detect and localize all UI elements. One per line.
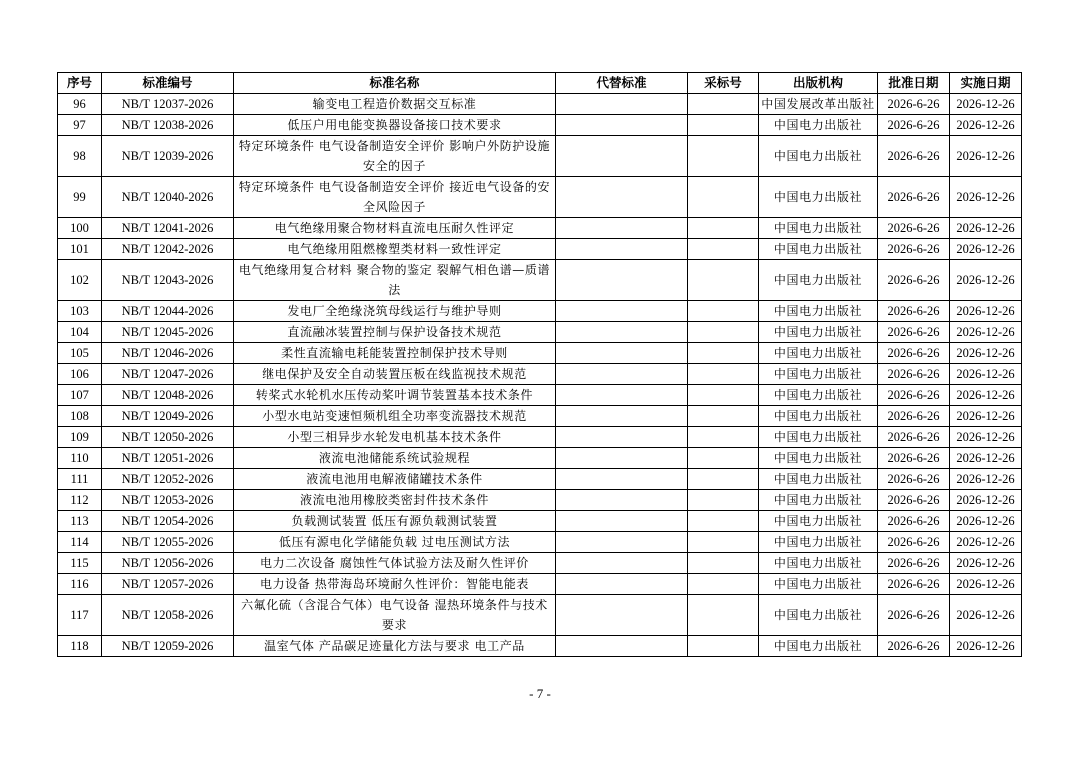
table-row — [58, 636, 1022, 657]
cell-effective-date: 2026-12-26 — [950, 218, 1022, 239]
cell-approval-date: 2026-6-26 — [878, 343, 950, 364]
cell-effective-date: 2026-12-26 — [950, 260, 1022, 301]
cell-effective-date: 2026-12-26 — [950, 490, 1022, 511]
cell-approval-date: 2026-6-26 — [878, 301, 950, 322]
cell-adoption-no — [688, 490, 759, 511]
cell-adoption-no — [688, 448, 759, 469]
cell-standard-name: 液流电池用电解液储罐技术条件 — [234, 469, 556, 490]
cell-adoption-no — [688, 239, 759, 260]
cell-replaces — [556, 94, 688, 115]
cell-effective-date: 2026-12-26 — [950, 115, 1022, 136]
cell-replaces — [556, 490, 688, 511]
header-serial: 序号 — [58, 73, 102, 94]
cell-adoption-no — [688, 301, 759, 322]
cell-effective-date: 2026-12-26 — [950, 553, 1022, 574]
cell-serial: 105 — [58, 343, 102, 364]
cell-serial: 97 — [58, 115, 102, 136]
cell-effective-date: 2026-12-26 — [950, 448, 1022, 469]
cell-serial: 115 — [58, 553, 102, 574]
cell-publisher: 中国电力出版社 — [759, 343, 878, 364]
cell-approval-date: 2026-6-26 — [878, 322, 950, 343]
cell-serial: 111 — [58, 469, 102, 490]
cell-replaces — [556, 385, 688, 406]
cell-replaces — [556, 260, 688, 301]
cell-publisher: 中国电力出版社 — [759, 574, 878, 595]
cell-publisher: 中国电力出版社 — [759, 115, 878, 136]
cell-replaces — [556, 177, 688, 218]
cell-serial: 108 — [58, 406, 102, 427]
cell-standard-name: 六氟化硫（含混合气体）电气设备 湿热环境条件与技术要求 — [234, 595, 556, 636]
cell-adoption-no — [688, 94, 759, 115]
cell-standard-code: NB/T 12052-2026 — [102, 469, 234, 490]
cell-serial: 112 — [58, 490, 102, 511]
cell-publisher: 中国电力出版社 — [759, 364, 878, 385]
table-row — [58, 301, 1022, 322]
cell-serial: 106 — [58, 364, 102, 385]
cell-standard-code: NB/T 12048-2026 — [102, 385, 234, 406]
cell-publisher: 中国电力出版社 — [759, 385, 878, 406]
header-standard-name: 标准名称 — [234, 73, 556, 94]
cell-effective-date: 2026-12-26 — [950, 469, 1022, 490]
cell-publisher: 中国电力出版社 — [759, 239, 878, 260]
header-adoption-no: 采标号 — [688, 73, 759, 94]
cell-standard-code: NB/T 12053-2026 — [102, 490, 234, 511]
cell-serial: 99 — [58, 177, 102, 218]
header-publisher: 出版机构 — [759, 73, 878, 94]
cell-adoption-no — [688, 322, 759, 343]
cell-replaces — [556, 511, 688, 532]
cell-publisher: 中国电力出版社 — [759, 469, 878, 490]
cell-standard-name: 液流电池储能系统试验规程 — [234, 448, 556, 469]
cell-approval-date: 2026-6-26 — [878, 511, 950, 532]
header-effective-date: 实施日期 — [950, 73, 1022, 94]
cell-effective-date: 2026-12-26 — [950, 427, 1022, 448]
cell-adoption-no — [688, 427, 759, 448]
cell-standard-code: NB/T 12046-2026 — [102, 343, 234, 364]
table-row — [58, 218, 1022, 239]
cell-adoption-no — [688, 595, 759, 636]
cell-standard-name: 直流融冰装置控制与保护设备技术规范 — [234, 322, 556, 343]
cell-standard-code: NB/T 12049-2026 — [102, 406, 234, 427]
cell-effective-date: 2026-12-26 — [950, 406, 1022, 427]
cell-approval-date: 2026-6-26 — [878, 136, 950, 177]
cell-adoption-no — [688, 553, 759, 574]
cell-approval-date: 2026-6-26 — [878, 364, 950, 385]
cell-standard-name: 继电保护及安全自动装置压板在线监视技术规范 — [234, 364, 556, 385]
cell-standard-code: NB/T 12037-2026 — [102, 94, 234, 115]
cell-replaces — [556, 406, 688, 427]
cell-standard-code: NB/T 12044-2026 — [102, 301, 234, 322]
cell-replaces — [556, 115, 688, 136]
cell-replaces — [556, 574, 688, 595]
cell-serial: 109 — [58, 427, 102, 448]
cell-standard-code: NB/T 12051-2026 — [102, 448, 234, 469]
cell-effective-date: 2026-12-26 — [950, 574, 1022, 595]
cell-standard-code: NB/T 12059-2026 — [102, 636, 234, 657]
cell-serial: 96 — [58, 94, 102, 115]
table-row — [58, 595, 1022, 636]
table-row — [58, 322, 1022, 343]
cell-adoption-no — [688, 218, 759, 239]
cell-approval-date: 2026-6-26 — [878, 574, 950, 595]
cell-serial: 102 — [58, 260, 102, 301]
cell-serial: 114 — [58, 532, 102, 553]
table-row — [58, 115, 1022, 136]
table-row — [58, 343, 1022, 364]
cell-replaces — [556, 469, 688, 490]
table-row — [58, 490, 1022, 511]
cell-adoption-no — [688, 636, 759, 657]
cell-adoption-no — [688, 469, 759, 490]
table-row — [58, 574, 1022, 595]
cell-effective-date: 2026-12-26 — [950, 636, 1022, 657]
cell-effective-date: 2026-12-26 — [950, 511, 1022, 532]
cell-standard-code: NB/T 12050-2026 — [102, 427, 234, 448]
cell-replaces — [556, 427, 688, 448]
table-row — [58, 239, 1022, 260]
standards-table — [57, 72, 1022, 657]
cell-publisher: 中国电力出版社 — [759, 427, 878, 448]
table-row — [58, 385, 1022, 406]
cell-serial: 103 — [58, 301, 102, 322]
cell-replaces — [556, 322, 688, 343]
cell-approval-date: 2026-6-26 — [878, 260, 950, 301]
cell-publisher: 中国电力出版社 — [759, 595, 878, 636]
cell-effective-date: 2026-12-26 — [950, 239, 1022, 260]
cell-serial: 104 — [58, 322, 102, 343]
cell-standard-code: NB/T 12038-2026 — [102, 115, 234, 136]
cell-adoption-no — [688, 385, 759, 406]
cell-replaces — [556, 532, 688, 553]
cell-standard-code: NB/T 12054-2026 — [102, 511, 234, 532]
cell-standard-name: 小型水电站变速恒频机组全功率变流器技术规范 — [234, 406, 556, 427]
cell-approval-date: 2026-6-26 — [878, 218, 950, 239]
cell-standard-name: 液流电池用橡胶类密封件技术条件 — [234, 490, 556, 511]
cell-approval-date: 2026-6-26 — [878, 177, 950, 218]
cell-effective-date: 2026-12-26 — [950, 322, 1022, 343]
cell-standard-code: NB/T 12043-2026 — [102, 260, 234, 301]
cell-publisher: 中国电力出版社 — [759, 301, 878, 322]
table-row — [58, 406, 1022, 427]
cell-effective-date: 2026-12-26 — [950, 301, 1022, 322]
cell-replaces — [556, 218, 688, 239]
cell-replaces — [556, 301, 688, 322]
cell-approval-date: 2026-6-26 — [878, 490, 950, 511]
cell-adoption-no — [688, 260, 759, 301]
cell-replaces — [556, 239, 688, 260]
cell-standard-code: NB/T 12045-2026 — [102, 322, 234, 343]
cell-approval-date: 2026-6-26 — [878, 94, 950, 115]
header-replaces: 代替标准 — [556, 73, 688, 94]
cell-publisher: 中国电力出版社 — [759, 553, 878, 574]
cell-adoption-no — [688, 343, 759, 364]
table-row — [58, 136, 1022, 177]
cell-adoption-no — [688, 364, 759, 385]
table-row — [58, 553, 1022, 574]
cell-standard-name: 小型三相异步水轮发电机基本技术条件 — [234, 427, 556, 448]
cell-standard-name: 负载测试装置 低压有源负载测试装置 — [234, 511, 556, 532]
cell-standard-name: 柔性直流输电耗能装置控制保护技术导则 — [234, 343, 556, 364]
table-row — [58, 427, 1022, 448]
cell-standard-name: 温室气体 产品碳足迹量化方法与要求 电工产品 — [234, 636, 556, 657]
cell-approval-date: 2026-6-26 — [878, 553, 950, 574]
cell-replaces — [556, 553, 688, 574]
cell-effective-date: 2026-12-26 — [950, 94, 1022, 115]
cell-standard-name: 电气绝缘用复合材料 聚合物的鉴定 裂解气相色谱—质谱法 — [234, 260, 556, 301]
cell-replaces — [556, 636, 688, 657]
table-row — [58, 364, 1022, 385]
table-header-row — [58, 73, 1022, 94]
cell-publisher: 中国电力出版社 — [759, 260, 878, 301]
cell-approval-date: 2026-6-26 — [878, 406, 950, 427]
cell-effective-date: 2026-12-26 — [950, 364, 1022, 385]
cell-adoption-no — [688, 177, 759, 218]
cell-effective-date: 2026-12-26 — [950, 595, 1022, 636]
cell-standard-code: NB/T 12056-2026 — [102, 553, 234, 574]
cell-replaces — [556, 595, 688, 636]
cell-approval-date: 2026-6-26 — [878, 448, 950, 469]
cell-publisher: 中国发展改革出版社 — [759, 94, 878, 115]
cell-standard-code: NB/T 12058-2026 — [102, 595, 234, 636]
cell-serial: 110 — [58, 448, 102, 469]
cell-publisher: 中国电力出版社 — [759, 448, 878, 469]
cell-replaces — [556, 448, 688, 469]
cell-publisher: 中国电力出版社 — [759, 218, 878, 239]
table-row — [58, 260, 1022, 301]
cell-publisher: 中国电力出版社 — [759, 636, 878, 657]
cell-serial: 100 — [58, 218, 102, 239]
cell-adoption-no — [688, 115, 759, 136]
cell-standard-name: 输变电工程造价数据交互标准 — [234, 94, 556, 115]
cell-serial: 117 — [58, 595, 102, 636]
cell-standard-name: 电力二次设备 腐蚀性气体试验方法及耐久性评价 — [234, 553, 556, 574]
table-row — [58, 177, 1022, 218]
cell-adoption-no — [688, 511, 759, 532]
cell-serial: 107 — [58, 385, 102, 406]
cell-approval-date: 2026-6-26 — [878, 636, 950, 657]
cell-standard-code: NB/T 12040-2026 — [102, 177, 234, 218]
cell-standard-code: NB/T 12055-2026 — [102, 532, 234, 553]
cell-standard-name: 电气绝缘用阻燃橡塑类材料一致性评定 — [234, 239, 556, 260]
header-approval-date: 批准日期 — [878, 73, 950, 94]
cell-approval-date: 2026-6-26 — [878, 239, 950, 260]
cell-approval-date: 2026-6-26 — [878, 532, 950, 553]
cell-standard-code: NB/T 12057-2026 — [102, 574, 234, 595]
cell-standard-name: 发电厂全绝缘浇筑母线运行与维护导则 — [234, 301, 556, 322]
cell-standard-name: 电力设备 热带海岛环境耐久性评价：智能电能表 — [234, 574, 556, 595]
header-standard-code: 标准编号 — [102, 73, 234, 94]
cell-publisher: 中国电力出版社 — [759, 177, 878, 218]
cell-standard-code: NB/T 12039-2026 — [102, 136, 234, 177]
cell-effective-date: 2026-12-26 — [950, 177, 1022, 218]
cell-effective-date: 2026-12-26 — [950, 532, 1022, 553]
page-number: - 7 - — [529, 686, 551, 701]
table-row — [58, 469, 1022, 490]
cell-serial: 113 — [58, 511, 102, 532]
cell-serial: 98 — [58, 136, 102, 177]
cell-adoption-no — [688, 136, 759, 177]
cell-publisher: 中国电力出版社 — [759, 136, 878, 177]
table-row — [58, 94, 1022, 115]
cell-standard-name: 电气绝缘用聚合物材料直流电压耐久性评定 — [234, 218, 556, 239]
cell-effective-date: 2026-12-26 — [950, 343, 1022, 364]
cell-adoption-no — [688, 532, 759, 553]
cell-serial: 118 — [58, 636, 102, 657]
cell-publisher: 中国电力出版社 — [759, 511, 878, 532]
table-row — [58, 448, 1022, 469]
cell-effective-date: 2026-12-26 — [950, 385, 1022, 406]
cell-adoption-no — [688, 574, 759, 595]
cell-replaces — [556, 364, 688, 385]
cell-standard-name: 转桨式水轮机水压传动桨叶调节装置基本技术条件 — [234, 385, 556, 406]
table-body — [58, 94, 1022, 657]
cell-publisher: 中国电力出版社 — [759, 406, 878, 427]
table-row — [58, 511, 1022, 532]
cell-standard-name: 特定环境条件 电气设备制造安全评价 接近电气设备的安全风险因子 — [234, 177, 556, 218]
cell-standard-code: NB/T 12042-2026 — [102, 239, 234, 260]
cell-publisher: 中国电力出版社 — [759, 490, 878, 511]
cell-approval-date: 2026-6-26 — [878, 115, 950, 136]
cell-serial: 101 — [58, 239, 102, 260]
cell-standard-name: 特定环境条件 电气设备制造安全评价 影响户外防护设施安全的因子 — [234, 136, 556, 177]
cell-standard-name: 低压有源电化学储能负载 过电压测试方法 — [234, 532, 556, 553]
cell-publisher: 中国电力出版社 — [759, 532, 878, 553]
cell-publisher: 中国电力出版社 — [759, 322, 878, 343]
cell-replaces — [556, 343, 688, 364]
cell-replaces — [556, 136, 688, 177]
cell-standard-code: NB/T 12041-2026 — [102, 218, 234, 239]
cell-approval-date: 2026-6-26 — [878, 595, 950, 636]
cell-serial: 116 — [58, 574, 102, 595]
cell-standard-code: NB/T 12047-2026 — [102, 364, 234, 385]
cell-adoption-no — [688, 406, 759, 427]
cell-standard-name: 低压户用电能变换器设备接口技术要求 — [234, 115, 556, 136]
cell-approval-date: 2026-6-26 — [878, 385, 950, 406]
cell-approval-date: 2026-6-26 — [878, 469, 950, 490]
table-row — [58, 532, 1022, 553]
cell-approval-date: 2026-6-26 — [878, 427, 950, 448]
cell-effective-date: 2026-12-26 — [950, 136, 1022, 177]
